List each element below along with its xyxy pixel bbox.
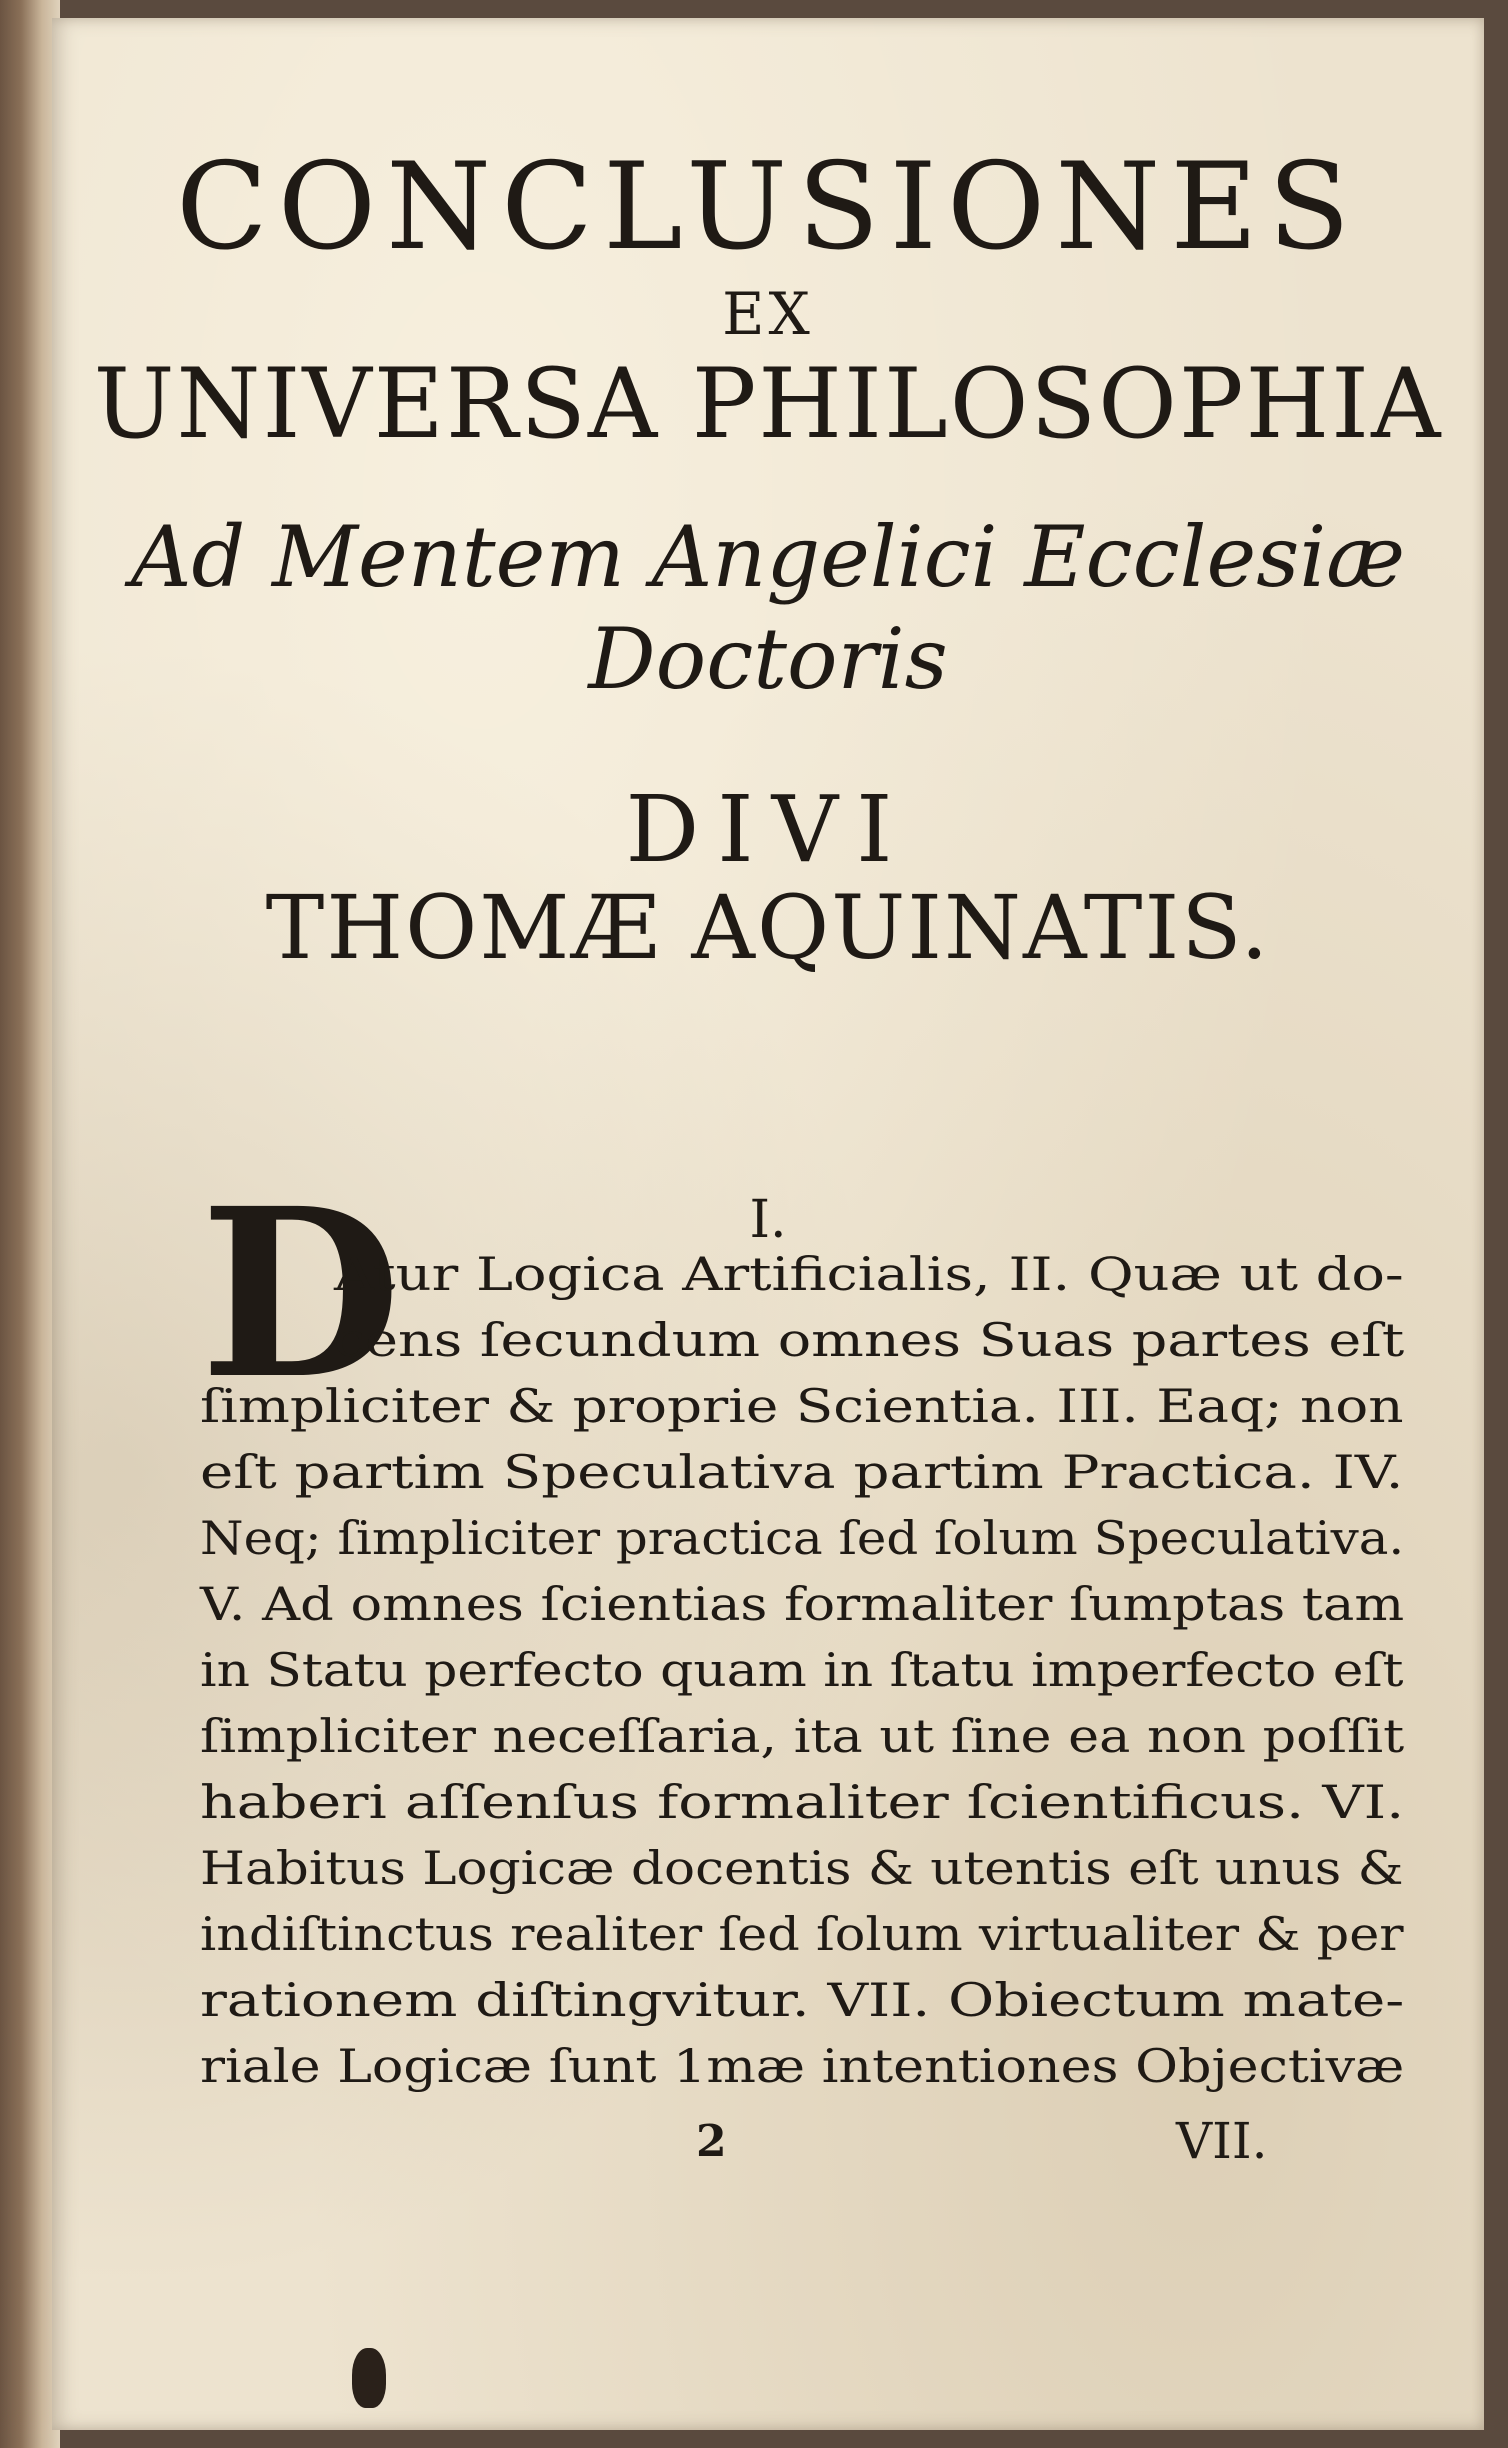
text-line: cens ſecundum omnes Suas partes eſt [334,1313,1405,1367]
text-line: riale Logicæ ſunt 1mæ intentiones Objectivæ [200,2039,1405,2093]
text-line: V. Ad omnes ſcientias formaliter ſumptas tam [200,1577,1405,1631]
title-doctoris: Doctoris [588,610,948,708]
text-line: Neq; ſimpliciter practica ſed ſolum Speculativa. [200,1511,1405,1565]
ink-stain [352,2348,386,2408]
book-page [52,18,1484,2430]
drop-cap: D [200,1157,402,1430]
book-spine [0,0,60,2448]
text-line: ſimpliciter & proprie Scientia. III. Eaq; non [200,1379,1404,1433]
text-line: haberi aſſenſus formaliter ſcientificus. VI. [200,1775,1405,1829]
title-ad-mentem: Ad Mentem Angelici Ecclesiæ [130,508,1406,606]
title-conclusiones: CONCLUSIONES [175,138,1361,277]
text-line: rationem diſtingvitur. VII. Obiectum mate- [200,1973,1405,2027]
text-line: ſimpliciter neceſſaria, ita ut ſine ea non poſſit [200,1709,1405,1763]
section-numeral: I. [749,1190,787,1250]
text-line: Atur Logica Artificialis, II. Quæ ut do- [334,1247,1404,1301]
signature-mark: 2 [696,2116,727,2167]
catchword: VII. [1176,2112,1268,2170]
text-line: indiſtinctus realiter ſed ſolum virtualiter & per [200,1907,1404,1961]
text-line: in Statu perfecto quam in ſtatu imperfecto eſt [200,1643,1404,1697]
title-universa-philosophia: UNIVERSA PHILOSOPHIA [93,348,1443,460]
title-thomae-aquinatis: THOMÆ AQUINATIS. [265,876,1271,979]
title-divi: DIVI [625,776,911,883]
title-ex: EX [722,280,814,348]
text-line: eſt partim Speculativa partim Practica. IV. [200,1445,1404,1499]
text-line: Habitus Logicæ docentis & utentis eſt unus & [200,1841,1404,1895]
